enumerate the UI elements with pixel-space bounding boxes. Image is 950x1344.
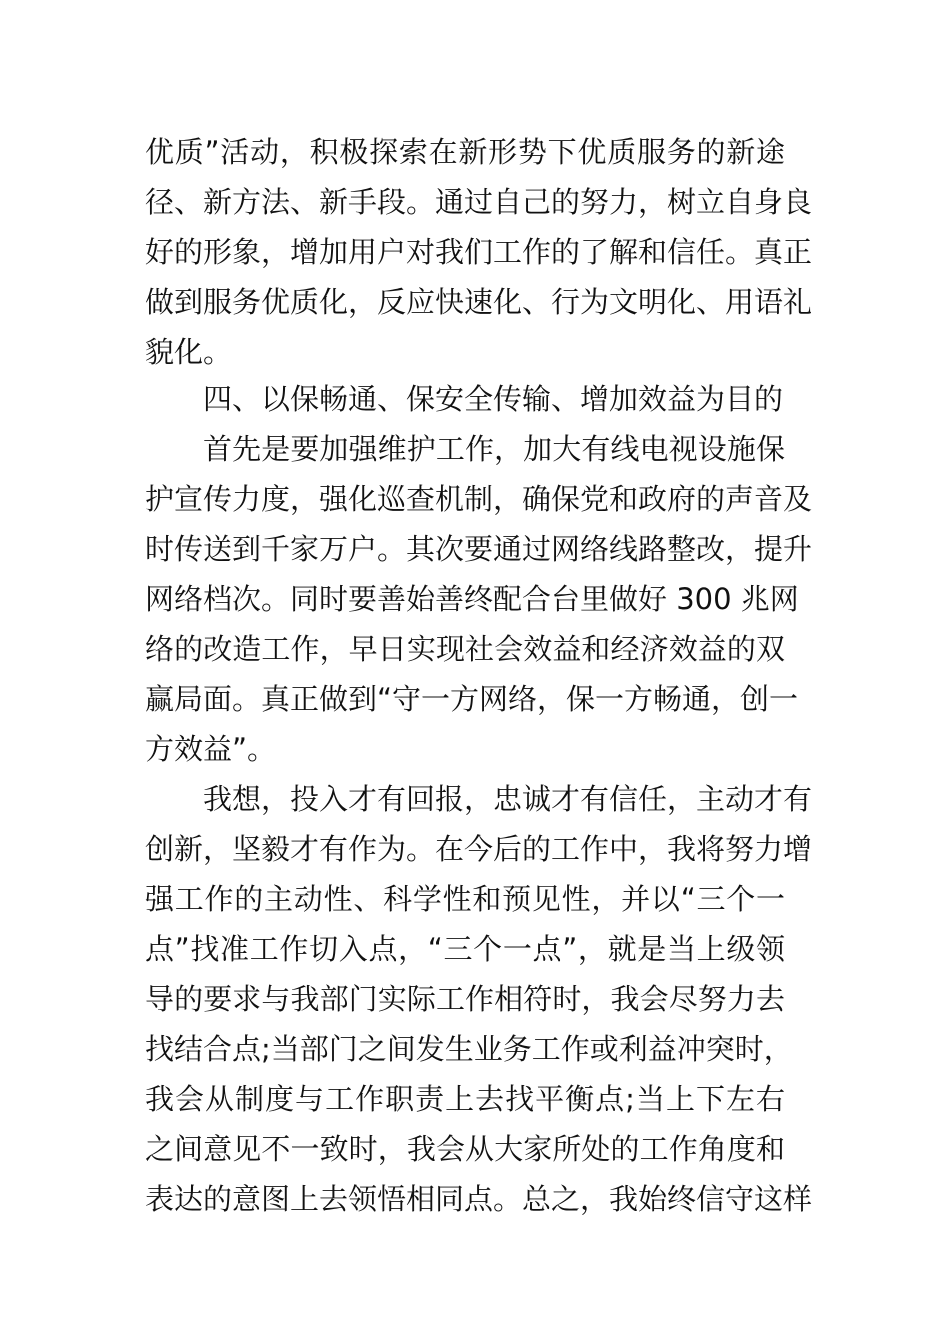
- paragraph-3-line-1: 首先是要加强维护工作，加大有线电视设施保: [203, 432, 785, 466]
- paragraph-4-line-5: 导的要求与我部门实际工作相符时，我会尽努力去: [145, 982, 785, 1016]
- paragraph-1-line-4: 做到服务优质化，反应快速化、行为文明化、用语礼: [145, 285, 813, 319]
- paragraph-3-line-4: 网络档次。同时要善始善终配合台里做好 300 兆网: [145, 582, 799, 616]
- paragraph-4-line-4: 点”找准工作切入点，“三个一点”，就是当上级领: [145, 932, 785, 966]
- paragraph-3-line-3: 时传送到千家万户。其次要通过网络线路整改，提升: [145, 532, 813, 566]
- paragraph-4-line-3: 强工作的主动性、科学性和预见性，并以“三个一: [145, 882, 785, 916]
- paragraph-4-line-9: 表达的意图上去领悟相同点。总之，我始终信守这样: [145, 1182, 813, 1216]
- paragraph-3-line-6: 赢局面。真正做到“守一方网络，保一方畅通，创一: [145, 682, 799, 716]
- paragraph-3-line-2: 护宣传力度，强化巡查机制，确保党和政府的声音及: [145, 482, 813, 516]
- paragraph-1-line-3: 好的形象，增加用户对我们工作的了解和信任。真正: [145, 235, 813, 269]
- paragraph-3-line-5: 络的改造工作，早日实现社会效益和经济效益的双: [145, 632, 785, 666]
- paragraph-1-line-2: 径、新方法、新手段。通过自己的努力，树立自身良: [145, 185, 813, 219]
- paragraph-4-line-2: 创新，坚毅才有作为。在今后的工作中，我将努力增: [145, 832, 813, 866]
- paragraph-1-line-1: 优质”活动，积极探索在新形势下优质服务的新途: [145, 135, 785, 169]
- paragraph-4-line-1: 我想，投入才有回报，忠诚才有信任，主动才有: [203, 782, 813, 816]
- paragraph-4-line-7: 我会从制度与工作职责上去找平衡点;当上下左右: [145, 1082, 785, 1116]
- section-heading: 四、以保畅通、保安全传输、增加效益为目的: [203, 382, 784, 416]
- paragraph-1-line-5: 貌化。: [145, 335, 233, 369]
- paragraph-3-line-7: 方效益”。: [145, 732, 277, 766]
- paragraph-4-line-6: 找结合点;当部门之间发生业务工作或利益冲突时，: [145, 1032, 793, 1066]
- paragraph-4-line-8: 之间意见不一致时，我会从大家所处的工作角度和: [145, 1132, 785, 1166]
